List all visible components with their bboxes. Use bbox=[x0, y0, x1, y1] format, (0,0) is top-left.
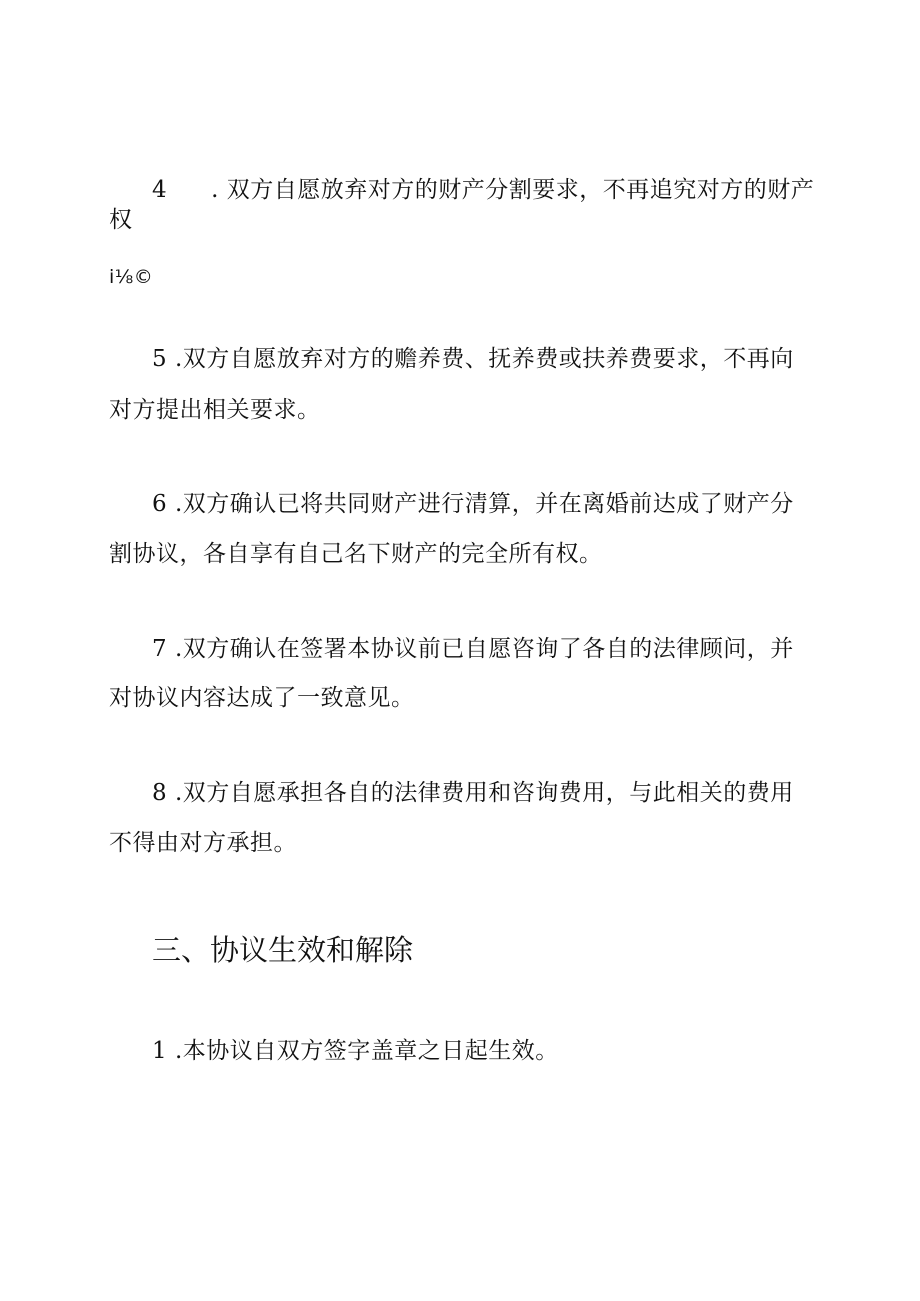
item-4-text-1: 双方自愿放弃对方的财产分割要求，不再追究对方的财产 bbox=[226, 177, 815, 203]
item-8-text-1: 双方自愿承担各自的法律费用和咨询费用，与此相关的费用 bbox=[182, 780, 794, 806]
item-5-line-2 bbox=[109, 395, 321, 425]
item-7-line-2 bbox=[109, 683, 415, 713]
item-8-text-2: 不得由对方承担。 bbox=[109, 830, 297, 856]
item-7-line-1 bbox=[152, 634, 794, 664]
section-heading: 三、协议生效和解除 bbox=[152, 933, 414, 967]
item-5-text-1: 双方自愿放弃对方的赡养费、抚养费或扶养费要求，不再向 bbox=[182, 346, 794, 372]
item-4-line-3 bbox=[109, 262, 153, 292]
item-5-separator: . bbox=[167, 346, 183, 372]
item-8-line-2 bbox=[109, 828, 297, 858]
item-4-line-2 bbox=[109, 205, 133, 235]
item-8-number: 8 bbox=[152, 780, 168, 806]
item-4-separator: . bbox=[211, 177, 227, 203]
item-7-number: 7 bbox=[152, 636, 168, 662]
item-4-number: 4 bbox=[152, 177, 168, 203]
item-7-text-1: 双方确认在签署本协议前已自愿咨询了各自的法律顾问，并 bbox=[182, 636, 794, 662]
section-item-1-text-1: 本协议自双方签字盖章之日起生效。 bbox=[182, 1038, 559, 1064]
item-5-number: 5 bbox=[152, 346, 168, 372]
item-5-text-2: 对方提出相关要求。 bbox=[109, 397, 321, 423]
item-6-text-1: 双方确认已将共同财产进行清算，并在离婚前达成了财产分 bbox=[182, 491, 794, 517]
section-item-1-separator: . bbox=[167, 1038, 183, 1064]
section-item-1-number: 1 bbox=[152, 1038, 168, 1064]
item-5-line-1 bbox=[152, 344, 794, 374]
item-4-text-2: 权 bbox=[109, 207, 133, 233]
item-7-text-2: 对协议内容达成了一致意见。 bbox=[109, 685, 415, 711]
item-4-line-1 bbox=[152, 175, 814, 205]
item-6-number: 6 bbox=[152, 491, 168, 517]
item-8-separator: . bbox=[167, 780, 183, 806]
item-6-line-2 bbox=[109, 539, 603, 569]
item-7-separator: . bbox=[167, 636, 183, 662]
section-item-1-line-1 bbox=[152, 1036, 559, 1066]
item-8-line-1 bbox=[152, 778, 794, 808]
item-6-separator: . bbox=[167, 491, 183, 517]
item-4-text-3: i⅛© bbox=[109, 266, 154, 288]
item-6-line-1 bbox=[152, 489, 794, 519]
item-6-text-2: 割协议，各自享有自己名下财产的完全所有权。 bbox=[109, 541, 603, 567]
